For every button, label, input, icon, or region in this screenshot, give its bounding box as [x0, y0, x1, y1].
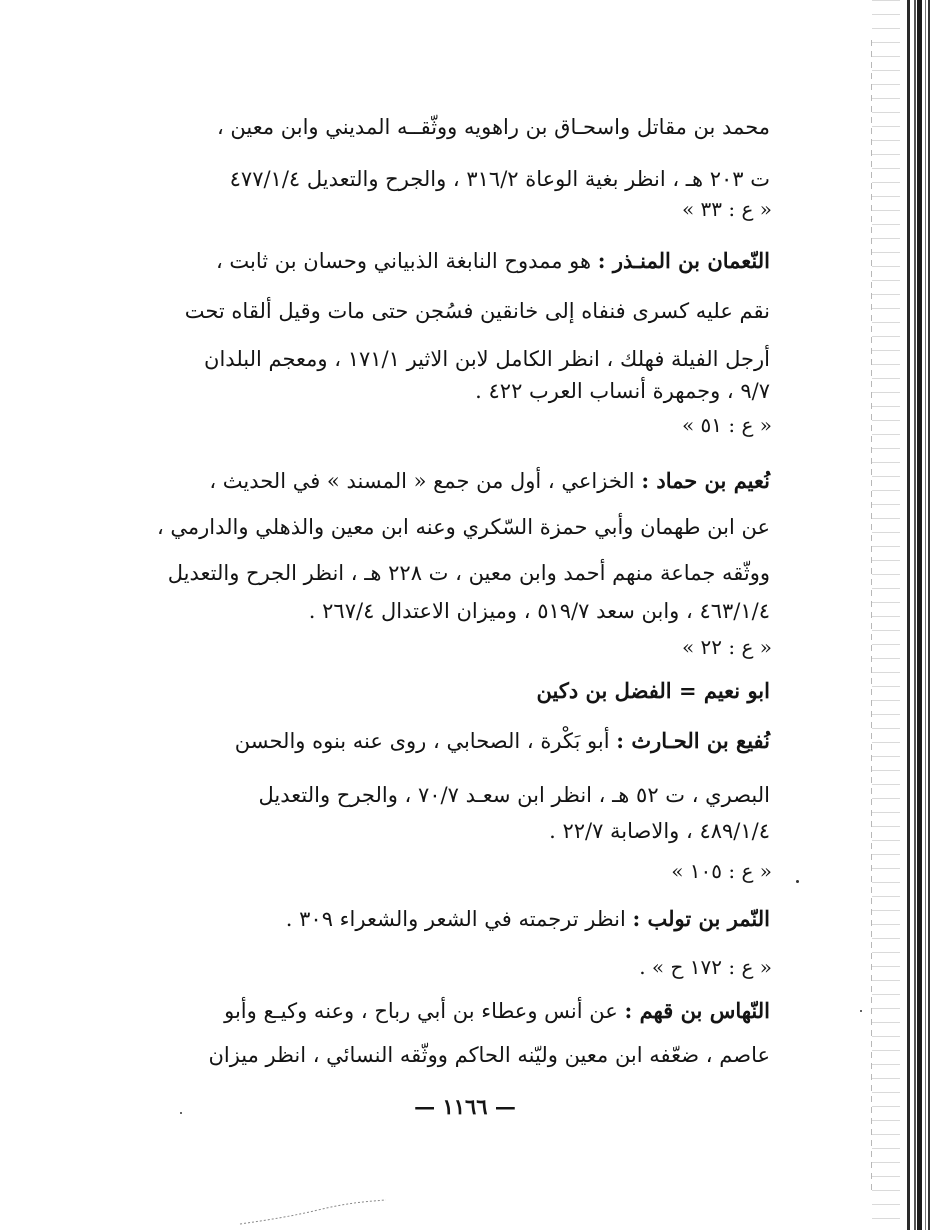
entry-1-ref: « ع : ٣٣ »: [681, 197, 772, 221]
entry-3-ref: « ع : ٢٢ »: [681, 635, 772, 659]
entry-3-line-1: [150, 466, 770, 496]
entry-2-line-1: [150, 246, 770, 276]
entry-3-head: نُعيم بن حماد :: [641, 468, 770, 493]
entry-2-line-3: أرجل الفيلة فهلك ، انظر الكامل لابن الاثير ١٧١/١ ، ومعجم البلدان: [204, 347, 770, 371]
entry-2-line-4: ٩/٧ ، وجمهرة أنساب العرب ٤٢٢ .: [475, 379, 770, 403]
scan-speck: [860, 1010, 862, 1012]
entry-5-line-1: [150, 726, 770, 756]
entry-3-line-4: ٤٦٣/١/٤ ، وابن سعد ٥١٩/٧ ، وميزان الاعتدال ٢٦٧/٤ .: [308, 599, 770, 623]
entry-5-line-2: البصري ، ت ٥٢ هـ ، انظر ابن سعـد ٧٠/٧ ، والجرح والتعديل: [258, 783, 770, 807]
entry-7-line-1-text: عن أنس وعطاء بن أبي رباح ، وعنه وكيـع وأبو: [224, 999, 618, 1023]
entry-7-line-2: عاصم ، ضعّفه ابن معين وليّنه الحاكم ووثّقه النسائي ، انظر ميزان: [208, 1043, 770, 1067]
scan-speck: [180, 1112, 182, 1114]
entry-4-crossref: ابو نعيم = الفضل بن دكين: [536, 678, 770, 703]
scan-edge-artifact: [852, 0, 930, 1230]
entry-1-line-1: محمد بن مقاتل واسحـاق بن راهويه ووثّقــه المديني وابن معين ،: [216, 115, 770, 139]
entry-3-line-1-text: الخزاعي ، أول من جمع « المسند » في الحديث ،: [209, 469, 635, 493]
entry-6-ref: « ع : ١٧٢ ح » .: [639, 955, 772, 979]
entry-5-head: نُفيع بن الحـارث :: [616, 728, 770, 753]
entry-2-ref: « ع : ٥١ »: [681, 413, 772, 437]
entry-3-line-3: ووثّقه جماعة منهم أحمد وابن معين ، ت ٢٢٨ هـ ، انظر الجرح والتعديل: [167, 561, 770, 585]
scan-speck: [796, 880, 799, 883]
entry-2-line-1-text: هو ممدوح النابغة الذبياني وحسان بن ثابت ،: [215, 249, 592, 273]
entry-5-line-1-text: أبو بَكْرة ، الصحابي ، روى عنه بنوه والحسن: [234, 729, 610, 753]
scan-scribble-mark: [238, 1198, 388, 1228]
page-number: — ١١٦٦ —: [414, 1094, 516, 1119]
entry-6-line-1-text: انظر ترجمته في الشعر والشعراء ٣٠٩ .: [285, 907, 626, 931]
entry-7-head: النّهاس بن قهم :: [624, 998, 770, 1023]
entry-5-line-3: ٤٨٩/١/٤ ، والاصابة ٢٢/٧ .: [549, 819, 770, 843]
entry-6-line-1: [286, 904, 770, 934]
entry-3-line-2: عن ابن طهمان وأبي حمزة السّكري وعنه ابن معين والذهلي والدارمي ،: [156, 515, 770, 539]
entry-2-head: النّعمان بن المنـذر :: [597, 248, 770, 273]
entry-2-line-2: نقم عليه كسرى فنفاه إلى خانقين فسُجن حتى مات وقيل ألقاه تحت: [184, 299, 770, 323]
entry-6-head: النّمر بن تولب :: [632, 906, 770, 931]
entry-5-ref: « ع : ١٠٥ »: [671, 859, 772, 883]
entry-7-line-1: [150, 996, 770, 1026]
entry-1-line-2: ت ٢٠٣ هـ ، انظر بغية الوعاة ٣١٦/٢ ، والجرح والتعديل ٤٧٧/١/٤: [229, 167, 770, 191]
